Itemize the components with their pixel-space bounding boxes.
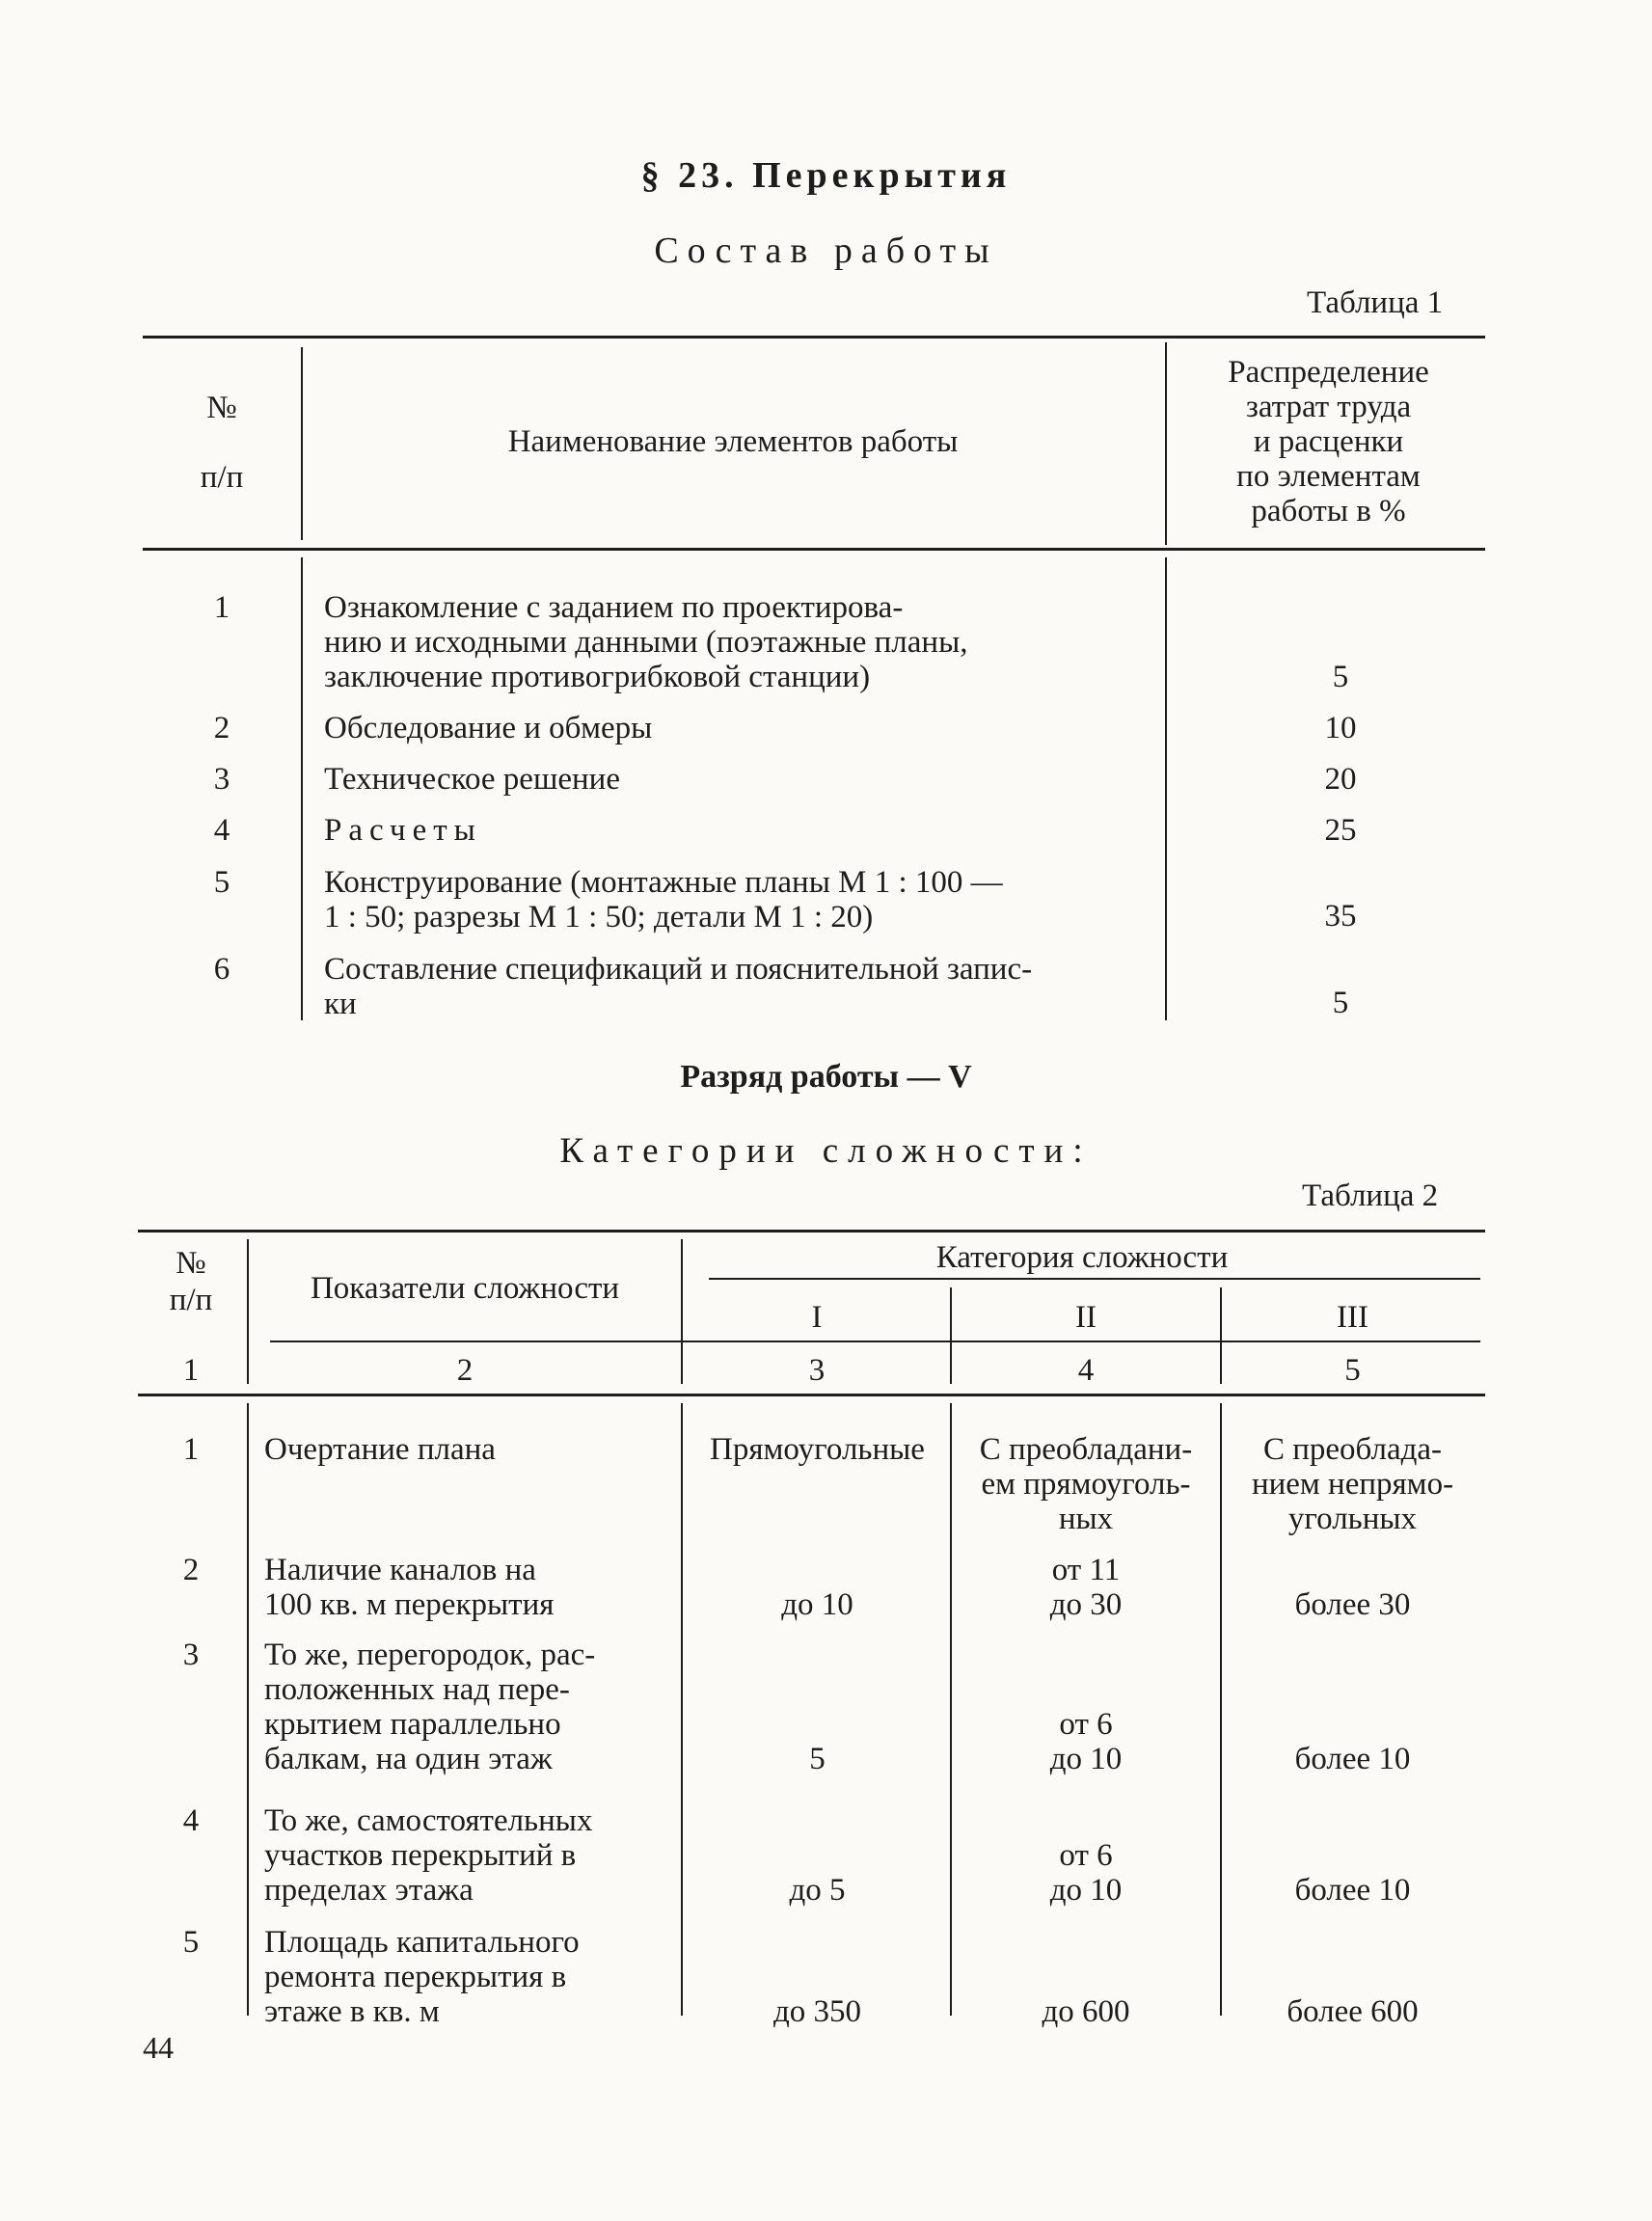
table2-col-divider [950, 1403, 952, 2016]
table2-row-cat2: от 6 до 10 [1049, 1707, 1123, 1776]
table2-col-divider [681, 1239, 683, 1384]
table1-row-num: 4 [213, 813, 230, 848]
table2-colnum: 2 [456, 1353, 474, 1388]
table2-row-cat1: Прямоугольные [710, 1432, 925, 1467]
table2-header-cat-1: I [811, 1300, 823, 1335]
table1-label: Таблица 1 [1307, 285, 1444, 320]
table2-col-divider [247, 1403, 249, 2016]
table2-header-cat-3: III [1337, 1300, 1368, 1335]
table2-colnum: 3 [808, 1353, 826, 1388]
table2-row-indicator: Площадь капитального ремонта перекрытия в этаже в кв. м [264, 1925, 580, 2029]
table2-label: Таблица 2 [1302, 1178, 1439, 1213]
table2-col-divider [247, 1239, 249, 1384]
subtitle: Состав работы [654, 230, 998, 271]
table2-row-indicator: Наличие каналов на 100 кв. м перекрытия [264, 1553, 555, 1622]
table1-row-num: 2 [213, 711, 230, 745]
table1-row-num: 5 [213, 865, 230, 900]
table2-row-num: 1 [182, 1432, 200, 1467]
table2-col-divider [950, 1287, 952, 1384]
table2-row-num: 5 [182, 1925, 200, 1960]
table1-row-num: 1 [213, 590, 230, 625]
table2-header-cat-2: II [1075, 1300, 1097, 1335]
table2-row-cat3: более 30 [1294, 1587, 1411, 1622]
table1-row-value: 10 [1324, 711, 1357, 745]
table2-colnum: 4 [1077, 1353, 1095, 1388]
table1-col-divider [1165, 342, 1167, 545]
table1-header-distribution: Распределение затрат труда и расценки по элементам работы в % [1228, 355, 1429, 528]
table1-row-num: 3 [213, 762, 230, 797]
table2-row-cat1: до 350 [772, 1994, 862, 2029]
table2-col-divider [1220, 1287, 1222, 1384]
table1-col-divider [301, 347, 303, 540]
complexity-title: Категории сложности: [559, 1131, 1093, 1171]
table2-top-rule [138, 1230, 1485, 1232]
table2-row-cat1: 5 [809, 1742, 826, 1776]
table2-col-divider [1220, 1403, 1222, 2016]
table1-header-num-pp: п/п [200, 460, 244, 495]
table2-row-cat3: более 10 [1294, 1873, 1411, 1908]
table1-row-value: 5 [1332, 660, 1349, 694]
table2-row-num: 2 [182, 1553, 200, 1587]
table1-row-text: Техническое решение [324, 762, 620, 797]
table1-col-divider [301, 557, 303, 1020]
table1-row-num: 6 [213, 952, 230, 987]
table2-row-indicator: Очертание плана [264, 1432, 496, 1467]
page-number: 44 [143, 2030, 174, 2065]
table2-header-num: № [176, 1246, 206, 1281]
table1-row-text: Расчеты [324, 813, 482, 848]
table2-row-cat1: до 10 [781, 1587, 853, 1622]
table2-header-num-pp: п/п [169, 1283, 213, 1317]
table2-row-num: 4 [182, 1803, 200, 1838]
table1-row-value: 20 [1324, 762, 1357, 797]
table2-colnum: 1 [182, 1353, 200, 1388]
table2-colnum-rule [138, 1394, 1485, 1396]
table2-row-cat2: от 11 до 30 [1049, 1553, 1123, 1622]
table2-row-indicator: То же, самостоятельных участков перекрытий в пределах этажа [264, 1803, 593, 1908]
table2-row-cat3: С преоблада- нием непрямо- угольных [1251, 1432, 1454, 1536]
table1-header-rule [143, 548, 1485, 551]
table1-col-divider [1165, 557, 1167, 1020]
table2-header-rule [270, 1341, 1480, 1342]
table1-header-num: № [206, 391, 237, 425]
table2-row-cat2: до 600 [1042, 1994, 1130, 2029]
table1-top-rule [143, 336, 1485, 339]
work-grade: Разряд работы — V [680, 1059, 972, 1095]
table2-row-cat2: С преобладани- ем прямоуголь- ных [979, 1432, 1193, 1536]
table1-row-value: 5 [1332, 986, 1349, 1020]
table2-col-divider [681, 1403, 683, 2016]
table2-row-cat3: более 600 [1286, 1994, 1419, 2029]
table2-row-cat2: от 6 до 10 [1049, 1838, 1123, 1908]
table2-row-indicator: То же, перегородок, рас- положенных над пере- крытием параллельно балкам, на один этаж [264, 1638, 596, 1776]
table1-row-text: Обследование и обмеры [324, 711, 653, 745]
table2-header-indicators: Показатели сложности [310, 1271, 620, 1306]
table2-row-cat1: до 5 [789, 1873, 846, 1908]
table2-row-num: 3 [182, 1638, 200, 1672]
table1-row-text: Составление спецификаций и пояснительной запис- ки [324, 952, 1033, 1021]
table1-row-text: Ознакомление с заданием по проектирова- нию и исходными данными (поэтажные планы, заключение противогрибковой станции) [324, 590, 968, 694]
table1-row-value: 35 [1324, 899, 1357, 934]
table2-header-category: Категория сложности [935, 1240, 1229, 1275]
table2-category-rule [709, 1278, 1480, 1280]
table1-row-text: Конструирование (монтажные планы М 1 : 100 — 1 : 50; разрезы М 1 : 50; детали М 1 : 20) [324, 865, 1003, 934]
table2-colnum: 5 [1344, 1353, 1361, 1388]
section-title: § 23. Перекрытия [640, 155, 1012, 196]
table2-row-cat3: более 10 [1294, 1742, 1411, 1776]
table1-row-value: 25 [1324, 813, 1357, 848]
table1-header-name: Наименование элементов работы [507, 424, 959, 459]
